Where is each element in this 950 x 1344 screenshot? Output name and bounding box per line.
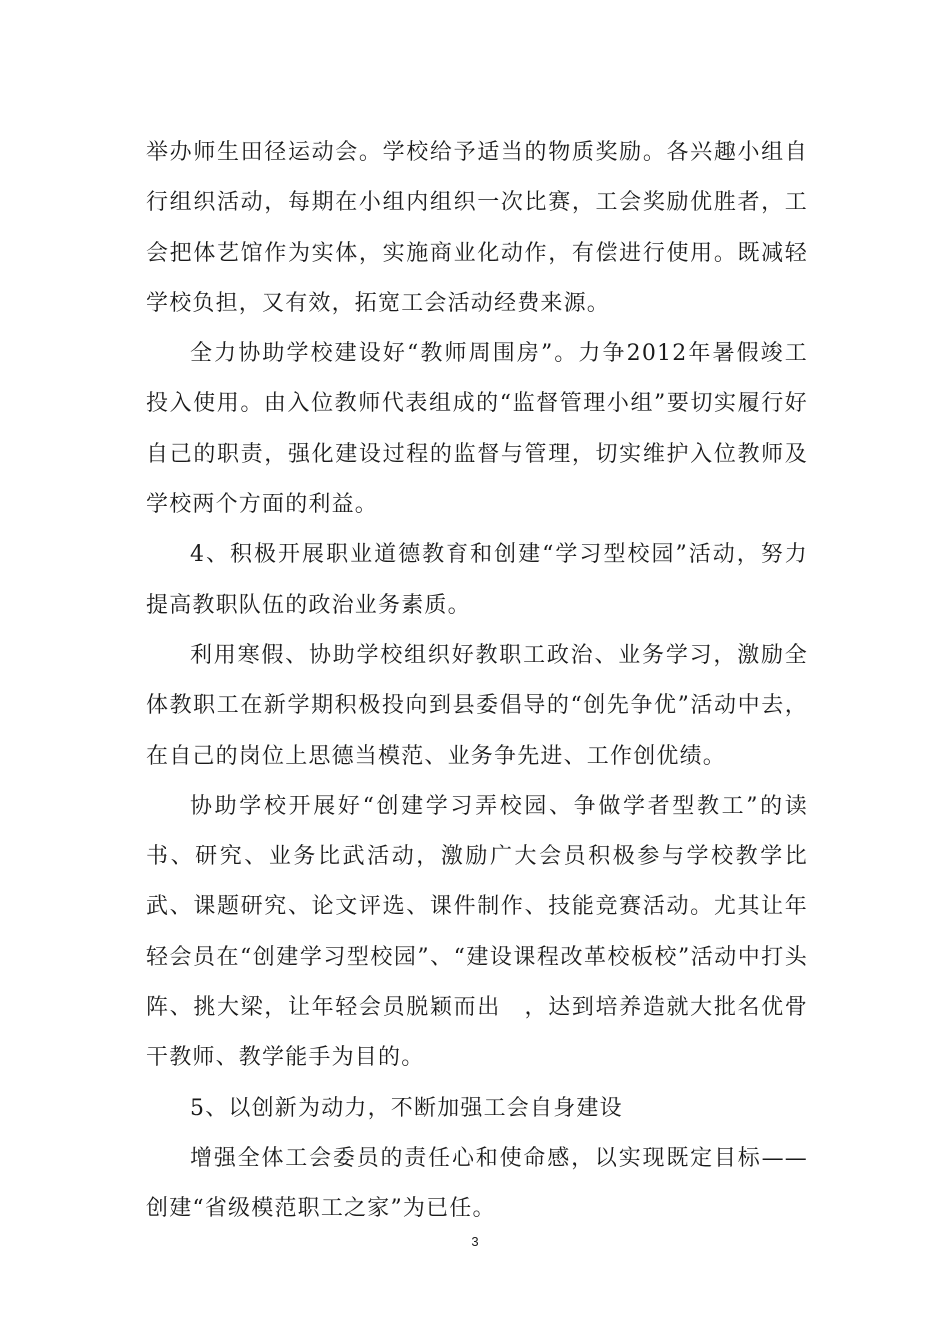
paragraph-4: 利用寒假、协助学校组织好教职工政治、业务学习，激励全体教职工在新学期积极投向到县委倡导的“创先争优”活动中去，在自己的岗位上思德当模范、业务争先进、工作创优绩。: [146, 642, 808, 769]
body-text: [146, 128, 808, 1235]
paragraph-6-heading: 5、以创新为动力，不断加强工会自身建设: [190, 1095, 623, 1121]
paragraph-5: 协助学校开展好“创建学习弄校园、争做学者型教工”的读书、研究、业务比武活动，激励广大会员积极参与学校教学比武、课题研究、论文评选、课件制作、技能竞赛活动。尤其让年轻会员在“创建学习型校园”、“建设课程改革校板校”活动中打头阵、挑大梁，让年轻会员脱颖而出 ，达到培养造就大批名优骨干教师、教学能手为目的。: [146, 793, 808, 1071]
paragraph-7: 增强全体工会委员的责任心和使命感，以实现既定目标——创建“省级模范职工之家”为已任。: [146, 1145, 808, 1222]
paragraph-3-heading: 4、积极开展职业道德教育和创建“学习型校园”活动，努力提高教职队伍的政治业务素质。: [146, 542, 808, 618]
paragraph-1: 举办师生田径运动会。学校给予适当的物质奖励。各兴趣小组自行组织活动，每期在小组内组织一次比赛，工会奖励优胜者，工会把体艺馆作为实体，实施商业化动作，有偿进行使用。既减轻学校负担，又有效，拓宽工会活动经费来源。: [146, 140, 808, 316]
paragraph-2: 全力协助学校建设好“教师周围房”。力争2012年暑假竣工投入使用。由入位教师代表组成的“监督管理小组”要切实履行好自己的职责，强化建设过程的监督与管理，切实维护入位教师及学校两个方面的利益。: [146, 341, 808, 518]
page-number: 3: [471, 1234, 479, 1249]
